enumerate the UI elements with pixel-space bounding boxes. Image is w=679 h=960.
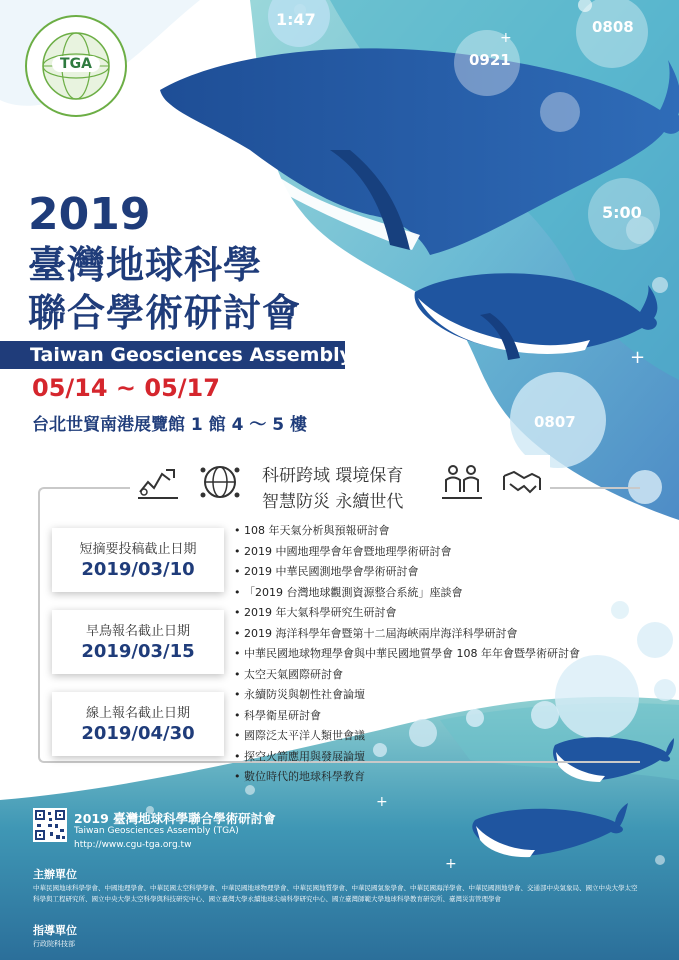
svg-text:+: + bbox=[376, 794, 388, 810]
venue: 台北世貿南港展覽館 1 館 4 ～ 5 樓 bbox=[32, 415, 307, 435]
bubble-label: 1:47 bbox=[276, 10, 316, 29]
guide-heading: 指導單位 bbox=[33, 924, 77, 937]
event-item: • 科學衛星研討會 bbox=[234, 706, 580, 727]
deadline-label: 線上報名截止日期 bbox=[85, 706, 190, 721]
event-item: • 2019 中國地理學會年會暨地理學術研討會 bbox=[234, 542, 580, 563]
title-english: Taiwan Geosciences Assembly bbox=[30, 344, 352, 366]
bubble-label: 0807 bbox=[534, 413, 576, 431]
event-item: • 「2019 台灣地球觀測資源整合系統」座談會 bbox=[234, 583, 580, 604]
deadline-card bbox=[52, 692, 224, 756]
bubble-label: 5:00 bbox=[602, 203, 642, 222]
title-line-1: 臺灣地球科學 bbox=[28, 243, 263, 287]
footer-english: Taiwan Geosciences Assembly (TGA) bbox=[74, 826, 239, 836]
logo-abbr: TGA bbox=[52, 56, 100, 72]
event-item: • 中華民國地球物理學會與中華民國地質學會 108 年年會暨學術研討會 bbox=[234, 644, 580, 665]
guide-list: 行政院科技部 bbox=[33, 940, 75, 948]
deadline-date: 2019/03/10 bbox=[81, 559, 195, 580]
svg-text:+: + bbox=[500, 30, 512, 46]
svg-text:+: + bbox=[630, 347, 646, 368]
svg-text:+: + bbox=[445, 856, 457, 872]
event-item: • 2019 年大氣科學研究生研討會 bbox=[234, 603, 580, 624]
event-list bbox=[234, 521, 580, 788]
tga-logo bbox=[22, 12, 130, 120]
deadline-date: 2019/04/30 bbox=[81, 723, 195, 744]
slogan-line-2: 智慧防災 永續世代 bbox=[262, 492, 404, 512]
event-item: • 太空天氣國際研討會 bbox=[234, 665, 580, 686]
globe-network-icon bbox=[198, 462, 242, 502]
title-line-2: 聯合學術研討會 bbox=[28, 291, 302, 335]
bubble-label: 0921 bbox=[469, 51, 511, 69]
event-item: • 國際泛太平洋人類世會議 bbox=[234, 726, 580, 747]
event-item: • 永續防災與韌性社會論壇 bbox=[234, 685, 580, 706]
event-item: • 2019 海洋科學年會暨第十二屆海峽兩岸海洋科學研討會 bbox=[234, 624, 580, 645]
deadline-label: 短摘要投稿截止日期 bbox=[79, 542, 197, 557]
qr-code bbox=[33, 808, 67, 842]
deadline-label: 早鳥報名截止日期 bbox=[85, 624, 190, 639]
event-item: • 探空火箭應用與發展論壇 bbox=[234, 747, 580, 768]
deadline-card bbox=[52, 528, 224, 592]
organizer-list: 中華民國地球科學學會、中國地理學會、中華民國太空科學學會、中華民國地球物理學會、中華民國地質學會、中華民國氣象學會、中華民國海洋學會、中華民國測地學會、交通部中央氣象局、國立中央大學太空科學與工程研究所、國立中央大學太空科學與科技研究中心、國立臺灣大學永續地球尖端科學研究中心、國立臺灣師範大學地球科學教育研究所、臺灣災害管理學會 bbox=[33, 884, 638, 903]
title-year: 2019 bbox=[28, 189, 151, 240]
people-presentation-icon bbox=[440, 462, 484, 502]
deadline-card bbox=[52, 610, 224, 674]
footer-url[interactable]: http://www.cgu-tga.org.tw bbox=[74, 840, 192, 850]
event-item: • 2019 中華民國測地學會學術研討會 bbox=[234, 562, 580, 583]
event-item: • 數位時代的地球科學教育 bbox=[234, 767, 580, 788]
slogan-line-1: 科研跨域 環境保育 bbox=[262, 466, 404, 486]
seismograph-icon bbox=[136, 462, 180, 502]
date-range: 05/14 ~ 05/17 bbox=[32, 374, 220, 402]
organizer-heading: 主辦單位 bbox=[33, 868, 77, 881]
bubble-label: 0808 bbox=[592, 18, 634, 36]
handshake-icon bbox=[500, 462, 544, 502]
deadline-date: 2019/03/15 bbox=[81, 641, 195, 662]
footer-title: 2019 臺灣地球科學聯合學術研討會 bbox=[74, 811, 276, 826]
event-item: • 108 年天氣分析與預報研討會 bbox=[234, 521, 580, 542]
